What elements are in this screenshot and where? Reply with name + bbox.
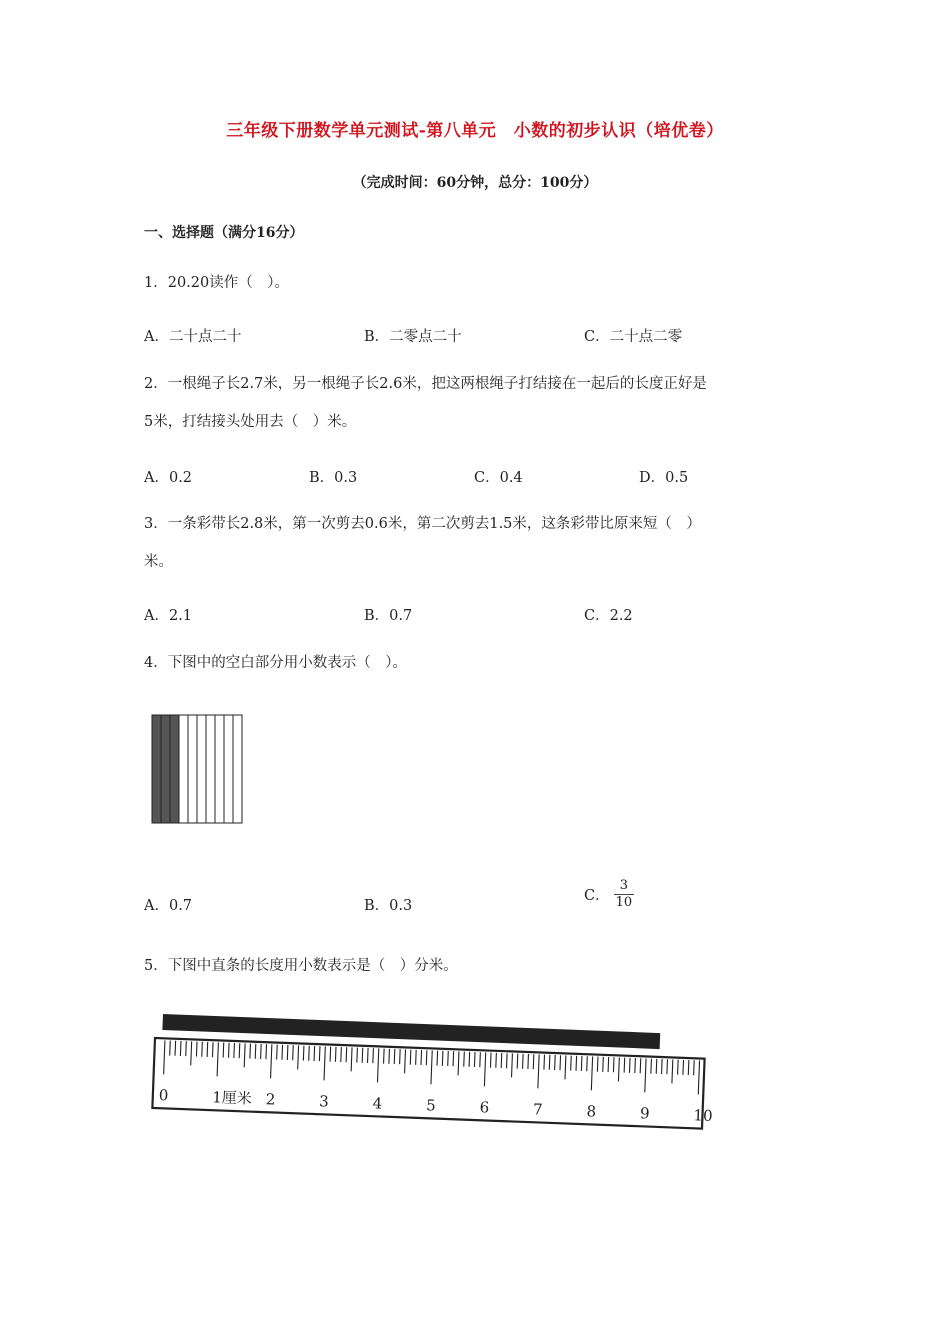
ruler-tick <box>678 1060 679 1075</box>
ruler-label: 0 <box>158 1086 169 1105</box>
q2-option-d[interactable]: D．0.5 <box>639 470 689 486</box>
question-2-line-1: 2．一根绳子长2.7米，另一根绳子长2.6米，把这两根绳子打结接在一起后的长度正好是 <box>144 376 707 392</box>
ruler-tick <box>480 1052 481 1067</box>
blank-strip <box>215 715 224 823</box>
ruler-label: 9 <box>639 1104 650 1123</box>
ruler-tick <box>581 1056 582 1071</box>
ruler-tick <box>474 1052 475 1067</box>
ruler-tick <box>560 1055 561 1070</box>
ruler-tick <box>442 1051 443 1066</box>
ruler-tick <box>555 1055 556 1070</box>
ruler-tick <box>571 1056 572 1071</box>
fraction-numerator: 3 <box>619 878 629 893</box>
ruler-tick <box>368 1048 369 1063</box>
ruler-tick <box>469 1052 470 1067</box>
q4-option-c-label: C． <box>584 888 610 904</box>
blank-strip <box>188 715 197 823</box>
ruler-label: 5 <box>425 1096 437 1115</box>
ruler-tick <box>250 1044 251 1059</box>
ruler-tick <box>186 1041 187 1056</box>
ruler-tick <box>384 1049 385 1064</box>
blank-strip <box>197 715 206 823</box>
q1-option-b[interactable]: B．二零点二十 <box>364 329 462 345</box>
question-4: 4．下图中的空白部分用小数表示（ ）。 <box>144 655 407 671</box>
ruler-tick <box>335 1047 336 1062</box>
ruler-tick <box>282 1045 283 1060</box>
ruler-tick <box>319 1046 320 1061</box>
ruler-tick <box>196 1042 197 1057</box>
ruler-tick <box>608 1057 609 1072</box>
ruler-tick <box>635 1058 636 1073</box>
q4-option-b[interactable]: B．0.3 <box>364 898 413 914</box>
ruler-tick <box>394 1049 395 1064</box>
ruler-tick <box>212 1042 213 1057</box>
ruler-tick <box>662 1059 663 1074</box>
ruler-tick <box>239 1043 240 1058</box>
question-3-line-2: 米。 <box>144 554 173 570</box>
ruler-tick <box>629 1058 630 1073</box>
ruler-tick <box>528 1054 529 1069</box>
ruler-tick <box>287 1045 288 1060</box>
ruler-label: 4 <box>372 1094 383 1113</box>
q4-option-a[interactable]: A．0.7 <box>144 898 193 914</box>
fraction <box>614 878 635 911</box>
ruler-tick <box>437 1051 438 1066</box>
ruler-tick <box>330 1047 331 1062</box>
ruler-tick <box>507 1053 508 1068</box>
blank-strip <box>233 715 242 823</box>
ruler-label: 10 <box>693 1106 713 1125</box>
q3-option-a[interactable]: A．2.1 <box>144 608 193 624</box>
ruler-label: 2 <box>265 1090 276 1109</box>
blank-strip <box>224 715 233 823</box>
ruler-tick <box>389 1049 390 1064</box>
ruler-tick <box>357 1048 358 1063</box>
ruler-tick <box>688 1060 689 1075</box>
ruler-tick <box>416 1050 417 1065</box>
ruler-label: 6 <box>479 1098 490 1117</box>
ruler-tick <box>255 1044 256 1059</box>
ruler-label: 8 <box>586 1102 597 1121</box>
ruler-tick <box>603 1057 604 1072</box>
q3-option-b[interactable]: B．0.7 <box>364 608 413 624</box>
ruler-tick <box>453 1051 454 1066</box>
page-title: 三年级下册数学单元测试-第八单元 小数的初步认识（培优卷） <box>226 121 724 141</box>
ruler-tick <box>373 1048 374 1063</box>
question-3-line-1: 3．一条彩带长2.8米，第一次剪去0.6米，第二次剪去1.5米，这条彩带比原来短（ ） <box>144 516 701 532</box>
ruler-tick <box>587 1056 588 1071</box>
ruler-tick <box>576 1056 577 1071</box>
shaded-strip <box>152 715 161 823</box>
ruler-tick <box>309 1046 310 1061</box>
ruler-tick <box>175 1041 176 1056</box>
ruler-tick <box>346 1047 347 1062</box>
ruler-tick <box>170 1041 171 1056</box>
q4-option-c[interactable] <box>584 878 634 911</box>
ruler-tick <box>261 1044 262 1059</box>
decimal-strip-figure <box>150 713 244 825</box>
ruler-tick <box>656 1059 657 1074</box>
ruler-tick <box>314 1046 315 1061</box>
ruler-tick <box>501 1053 502 1068</box>
ruler-tick <box>202 1042 203 1057</box>
ruler-tick <box>490 1053 491 1068</box>
question-2-line-2: 5米，打结接头处用去（ ）米。 <box>144 414 357 430</box>
ruler-tick <box>496 1053 497 1068</box>
ruler-tick <box>533 1054 534 1069</box>
ruler-tick <box>410 1050 411 1065</box>
question-5: 5．下图中直条的长度用小数表示是（ ）分米。 <box>144 958 458 974</box>
ruler-tick <box>667 1059 668 1074</box>
q2-option-a[interactable]: A．0.2 <box>144 470 193 486</box>
ruler-tick <box>341 1047 342 1062</box>
fraction-denominator: 10 <box>615 895 633 910</box>
ruler-tick <box>234 1043 235 1058</box>
ruler-tick <box>613 1057 614 1072</box>
ruler-tick <box>597 1057 598 1072</box>
ruler-tick <box>517 1054 518 1069</box>
ruler-tick <box>362 1048 363 1063</box>
ruler-tick <box>180 1041 181 1056</box>
ruler-tick <box>683 1060 684 1075</box>
ruler-tick <box>207 1042 208 1057</box>
ruler-tick <box>651 1059 652 1074</box>
ruler-tick <box>223 1043 224 1058</box>
section-heading: 一、选择题（满分16分） <box>144 225 304 241</box>
q2-option-c[interactable]: C．0.4 <box>474 470 523 486</box>
ruler-tick <box>266 1044 267 1059</box>
ruler-tick <box>303 1046 304 1061</box>
ruler-tick <box>464 1052 465 1067</box>
q3-option-c[interactable]: C．2.2 <box>584 608 633 624</box>
shaded-strip <box>170 715 179 823</box>
exam-info: （完成时间：60分钟，总分：100分） <box>352 175 598 191</box>
ruler-tick <box>293 1045 294 1060</box>
q2-option-b[interactable]: B．0.3 <box>309 470 358 486</box>
ruler-tick <box>400 1049 401 1064</box>
ruler-tick <box>549 1055 550 1070</box>
ruler-tick <box>523 1054 524 1069</box>
shaded-strip <box>161 715 170 823</box>
ruler-body <box>152 1038 704 1129</box>
ruler-tick <box>229 1043 230 1058</box>
ruler-tick <box>426 1050 427 1065</box>
ruler-tick <box>277 1045 278 1060</box>
ruler-figure <box>145 1000 725 1145</box>
ruler-label: 1厘米 <box>211 1088 253 1108</box>
ruler-tick <box>421 1050 422 1065</box>
q1-option-a[interactable]: A．二十点二十 <box>144 329 242 345</box>
ruler-tick <box>448 1051 449 1066</box>
blank-strip <box>206 715 215 823</box>
ruler-tick <box>640 1058 641 1073</box>
ruler-label: 7 <box>532 1100 543 1119</box>
q1-option-c[interactable]: C．二十点二零 <box>584 329 683 345</box>
ruler-label: 3 <box>318 1092 330 1111</box>
ruler-tick <box>694 1060 695 1075</box>
ruler-tick <box>624 1058 625 1073</box>
blank-strip <box>179 715 188 823</box>
question-1: 1．20.20读作（ ）。 <box>144 275 289 291</box>
ruler-tick <box>544 1055 545 1070</box>
